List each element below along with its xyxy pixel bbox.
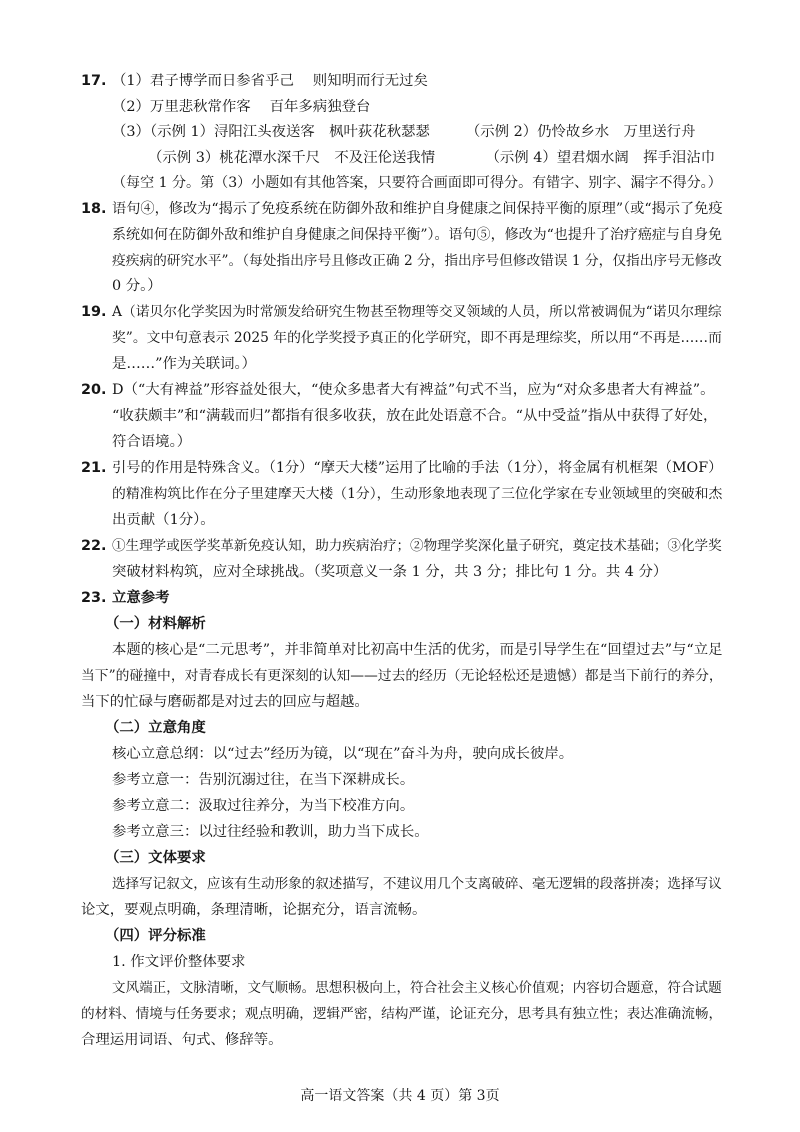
subsection-heading: （三）文体要求 [105, 849, 206, 866]
reference-theme: 参考立意三：以过往经验和教训，助力当下成长。 [112, 824, 429, 840]
paragraph-line: 论文，要观点明确，条理清晰，论据充分，语言流畅。 [81, 902, 427, 918]
paragraph-line: 的材料、情境与任务要求；观点明确，逻辑严密，结构严谨，论证充分，思考具有独立性；表达准确流畅， [81, 1006, 723, 1022]
subsection-heading: （四）评分标准 [105, 927, 206, 944]
answer-line: 系统如何在防御外敌和维护自身健康之间保持平衡”）。语句⑤，修改为“也提升了治疗癌症与自身免 [112, 227, 722, 243]
answer-line: （1）君子博学而日参省乎己 则知明而行无过矣 [112, 73, 428, 89]
sub-heading: 1. 作文评价整体要求 [112, 954, 246, 970]
answer-line: 0 分。） [112, 278, 162, 294]
answer-line: （示例 3）桃花潭水深千尺 不及汪伦送我情 （示例 4）望君烟水阔 挥手泪沾巾 [148, 150, 716, 166]
answer-line: 出贡献（1分）。 [112, 512, 215, 528]
question-number: 23. [81, 590, 107, 606]
answer-line: 疫疾病的研究水平”。（每处指出序号且修改正确 2 分，指出序号但修改错误 1 分，仅指出序号无修改 [112, 253, 722, 269]
answer-line: A（诺贝尔化学奖因为时常颁发给研究生物甚至物理等交叉领域的人员，所以常被调侃为“诺贝尔理综 [112, 304, 722, 320]
paragraph-line: 合理运用词语、句式、修辞等。 [81, 1032, 283, 1048]
scoring-note: （每空 1 分。第（3）小题如有其他答案，只要符合画面即可得分。有错字、别字、漏字不得分。） [112, 175, 722, 191]
paragraph-line: 当下”的碰撞中，对青春成长有更深刻的认知——过去的经历（无论轻松还是遗憾）都是当下前行的养分， [81, 668, 723, 684]
question-number: 17. [81, 73, 107, 89]
section-title: 立意参考 [112, 589, 170, 606]
question-number: 19. [81, 304, 107, 320]
reference-theme: 参考立意二：汲取过往养分，为当下校准方向。 [112, 798, 415, 814]
answer-line: ①生理学或医学奖革新免疫认知，助力疾病治疗；②物理学奖深化量子研究，奠定技术基础；③化学奖 [112, 538, 722, 554]
paragraph-line: 选择写记叙文，应该有生动形象的叙述描写，不建议用几个支离破碎、毫无逻辑的段落拼凑；选择写议 [112, 876, 722, 892]
answer-line: 奖”。文中句意表示 2025 年的化学奖授予真正的化学研究，即不再是理综奖，所以用“不再是……而 [112, 330, 722, 346]
paragraph-line: 当下的忙碌与磨砺都是对过去的回应与超越。 [81, 694, 369, 710]
answer-line: 是……”作为关联词。） [112, 356, 257, 372]
question-number: 22. [81, 538, 107, 554]
answer-line: （2）万里悲秋常作客 百年多病独登台 [112, 99, 371, 115]
core-theme: 核心立意总纲：以“过去”经历为镜，以“现在”奋斗为舟，驶向成长彼岸。 [112, 746, 574, 762]
page-footer: 高一语文答案（共 4 页）第 3页 [300, 1088, 500, 1104]
question-number: 21. [81, 460, 107, 476]
answer-line: 语句④，修改为“揭示了免疫系统在防御外敌和维护自身健康之间保持平衡的原理”（或“揭示了免疫 [112, 201, 723, 217]
answer-line: D（“大有裨益”形容益处很大，“使众多患者大有裨益”句式不当，应为“对众多患者大有裨益”。 [112, 382, 715, 398]
answer-line: 突破材料构筑，应对全球挑战。（奖项意义一条 1 分，共 3 分；排比句 1 分。共 4 分） [112, 564, 668, 580]
answer-line: 的精准构筑比作在分子里建摩天大楼（1分），生动形象地表现了三位化学家在专业领域里的突破和杰 [112, 486, 723, 502]
paragraph-line: 本题的核心是“二元思考”，并非简单对比初高中生活的优劣，而是引导学生在“回望过去”与“立足 [112, 642, 723, 658]
reference-theme: 参考立意一：告别沉溺过往，在当下深耕成长。 [112, 772, 415, 788]
paragraph-line: 文风端正，文脉清晰，文气顺畅。思想积极向上，符合社会主义核心价值观；内容切合题意，符合试题 [112, 980, 722, 996]
answer-line: 引号的作用是特殊含义。（1分）“摩天大楼”运用了比喻的手法（1分），将金属有机框架（MOF） [112, 460, 723, 476]
answer-line: 符合语境。） [112, 434, 192, 450]
subsection-heading: （二）立意角度 [105, 719, 206, 736]
answer-line: （3）（示例 1）浔阳江头夜送客 枫叶荻花秋瑟瑟 （示例 2）仍怜故乡水 万里送行舟 [112, 124, 696, 140]
question-number: 18. [81, 201, 107, 217]
answer-line: “收获颇丰”和“满载而归”都指有很多收获，放在此处语意不合。“从中受益”指从中获得了好处， [112, 408, 718, 424]
subsection-heading: （一）材料解析 [105, 615, 206, 632]
question-number: 20. [81, 382, 107, 398]
